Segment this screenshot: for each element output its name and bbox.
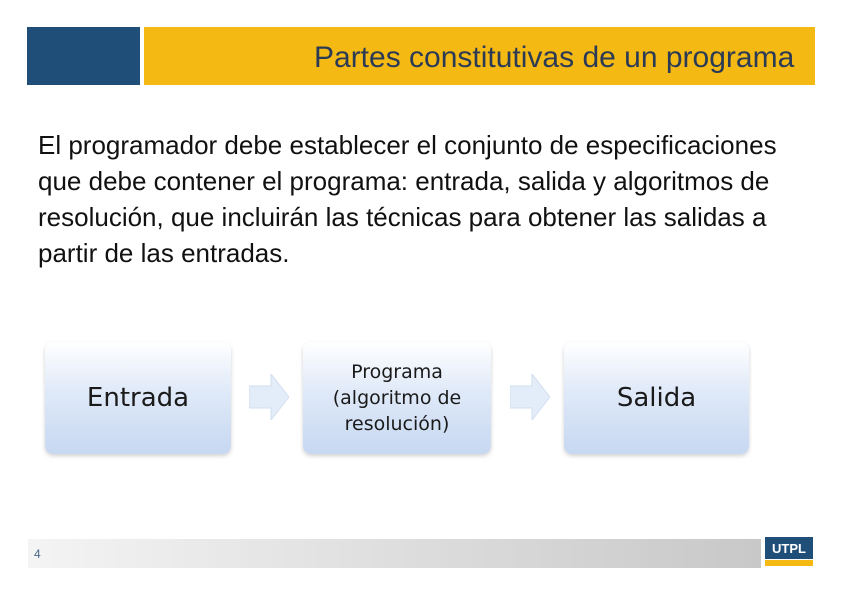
slide-title: Partes constitutivas de un programa — [314, 41, 795, 74]
title-gold-band — [144, 27, 815, 85]
flow-step-entrada — [45, 342, 231, 454]
flow-step-label: Entrada — [86, 383, 190, 413]
body-paragraph: El programador debe establecer el conjunto de especificaciones que debe contener el programa: entrada, salida y algoritmos de resolución, que incluirán las técnicas para obtener las salidas a partir de las entradas. — [38, 130, 777, 268]
title-blue-block — [27, 27, 140, 85]
flow-step-salida — [564, 342, 749, 454]
svg-text:UTPL: UTPL — [772, 541, 806, 556]
flow-step-programa — [303, 342, 491, 454]
right-arrow-icon — [249, 374, 289, 420]
footer-bar — [28, 539, 761, 568]
right-arrow-icon — [510, 374, 550, 420]
title-bar — [27, 27, 815, 85]
utpl-logo — [765, 537, 813, 567]
flow-step-label: Programa (algoritmo de resolución) — [332, 361, 462, 435]
flow-step-label: Salida — [616, 383, 697, 413]
page-number: 4 — [34, 547, 41, 561]
